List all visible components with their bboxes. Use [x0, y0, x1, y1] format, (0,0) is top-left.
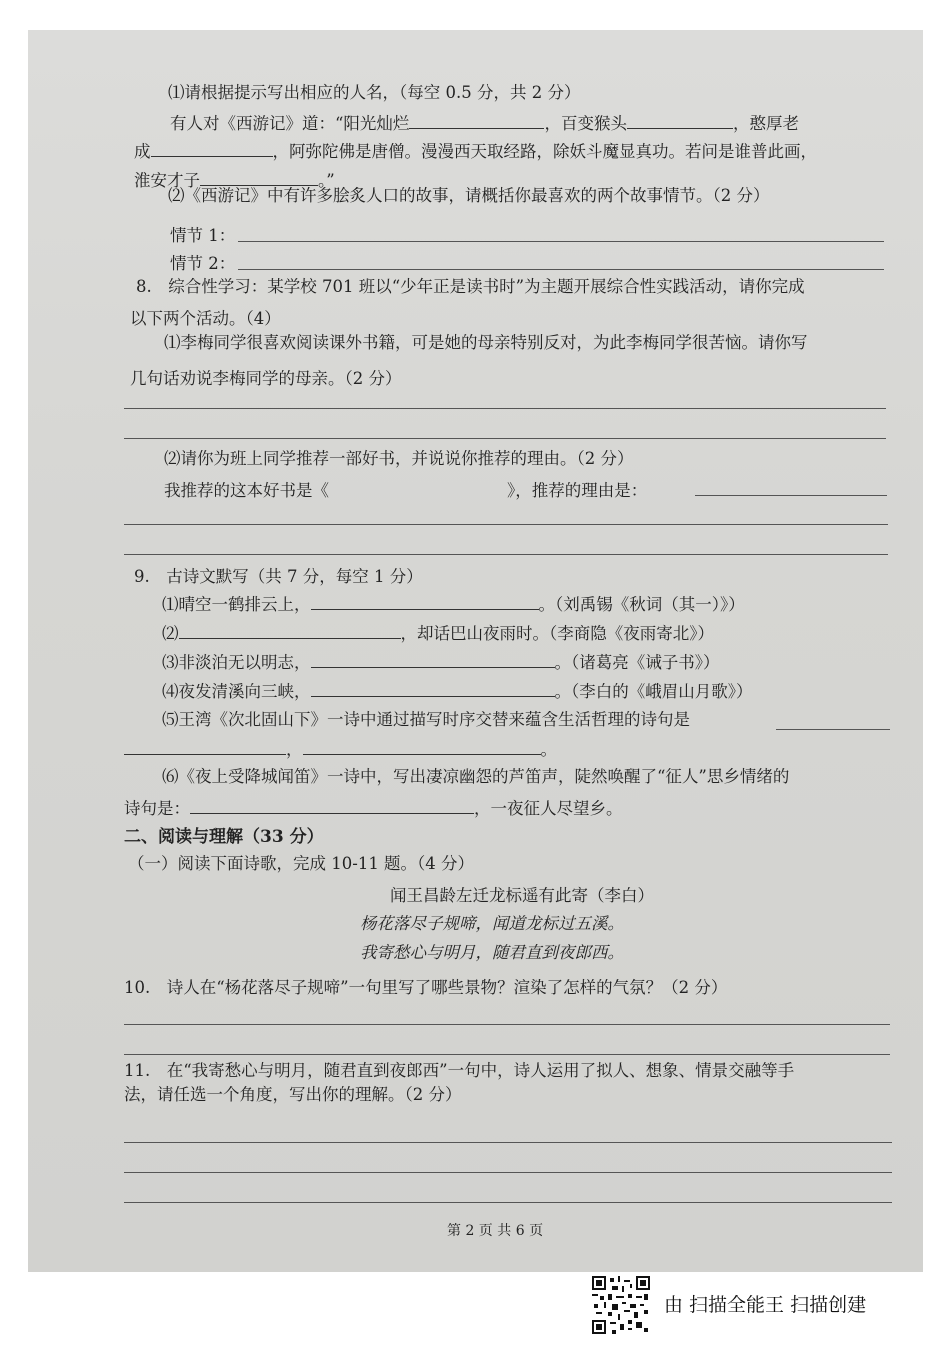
q10-text: 10. 诗人在“杨花落尽子规啼”一句里写了哪些景物？渲染了怎样的气氛？（2 分） — [124, 978, 728, 997]
answer-blank[interactable] — [311, 680, 555, 697]
answer-line[interactable] — [124, 1202, 892, 1203]
q8-part2: ⑵请你为班上同学推荐一部好书，并说说你推荐的理由。（2 分） — [164, 449, 634, 468]
q8-reason-label: 》，推荐的理由是： — [507, 481, 648, 500]
q9-l6-tail: ，一夜征人尽望乡。 — [474, 799, 623, 818]
answer-blank[interactable] — [124, 738, 286, 755]
q9-title: 9. 古诗文默写（共 7 分，每空 1 分） — [134, 567, 423, 586]
q7-part1-instruction: ⑴请根据提示写出相应的人名，（每空 0.5 分，共 2 分） — [168, 83, 581, 102]
answer-blank[interactable] — [627, 112, 733, 129]
q9-l5-comma: ， — [286, 740, 303, 759]
answer-line[interactable] — [124, 1024, 890, 1025]
book-title-blank[interactable] — [329, 480, 507, 496]
q9-l2-text: ⑵ — [162, 624, 179, 643]
answer-blank[interactable] — [179, 622, 401, 639]
answer-blank[interactable] — [190, 797, 474, 814]
answer-blank[interactable] — [303, 738, 541, 755]
q9-l2-source: ，却话巴山夜雨时。（李商隐《夜雨寄北》） — [400, 624, 714, 643]
plot1-label: 情节 1： — [170, 226, 236, 245]
q7-part2-instruction: ⑵《西游记》中有许多脍炙人口的故事，请概括你最喜欢的两个故事情节。（2 分） — [168, 186, 770, 205]
answer-line[interactable] — [124, 408, 886, 409]
q9-line6-cont — [124, 797, 623, 820]
q8-part1-cont: 几句话劝说李梅同学的母亲。（2 分） — [130, 369, 402, 388]
q7-text-g: 。” — [318, 171, 335, 190]
q7-text-b: ，百变猴头 — [544, 114, 627, 133]
q8-book-line — [164, 480, 647, 502]
answer-blank[interactable] — [409, 112, 544, 129]
answer-line[interactable] — [124, 524, 888, 525]
q7-text-d: 成 — [134, 142, 151, 161]
q7-line2 — [134, 140, 817, 163]
q11-text: 11. 在“我寄愁心与明月，随君直到夜郎西”一句中，诗人运用了拟人、想象、情景交融等手 — [124, 1061, 795, 1080]
section2-intro: （一）阅读下面诗歌，完成 10-11 题。（4 分） — [128, 854, 475, 873]
answer-blank[interactable] — [200, 169, 318, 186]
plot2-label: 情节 2： — [170, 254, 236, 273]
q7-text-c: ，憨厚老 — [732, 114, 799, 133]
page-number: 第 2 页 共 6 页 — [447, 1223, 544, 1239]
qr-code-icon — [592, 1276, 650, 1334]
answer-line[interactable] — [124, 1172, 892, 1173]
answer-line[interactable] — [124, 554, 888, 555]
q9-line2 — [162, 622, 714, 645]
q8-title: 8. 综合性学习：某学校 701 班以“少年正是读书时”为主题开展综合性实践活动，请你完成 — [136, 277, 805, 296]
q8-book-prefix: 我推荐的这本好书是《 — [164, 481, 329, 500]
q9-line4 — [162, 680, 753, 703]
q9-line1 — [162, 593, 745, 616]
scanner-watermark: 由 扫描全能王 扫描创建 — [664, 1294, 867, 1316]
answer-line[interactable] — [776, 729, 890, 730]
poem-line1: 杨花落尽子规啼，闻道龙标过五溪。 — [360, 914, 624, 933]
q9-l3-text: ⑶非淡泊无以明志， — [162, 653, 311, 672]
q9-line5: ⑸王湾《次北固山下》一诗中通过描写时序交替来蕴含生活哲理的诗句是 — [162, 710, 690, 729]
q8-title-cont: 以下两个活动。（4） — [130, 309, 281, 328]
q9-l4-text: ⑷夜发清溪向三峡， — [162, 682, 311, 701]
q11-text-cont: 法，请任选一个角度，写出你的理解。（2 分） — [124, 1085, 462, 1104]
q9-line6: ⑹《夜上受降城闻笛》一诗中，写出凄凉幽怨的芦笛声，陡然唤醒了“征人”思乡情绪的 — [162, 767, 790, 786]
q7-text-f: 淮安才子 — [134, 171, 200, 190]
q9-l5-period: 。 — [540, 740, 557, 759]
answer-blank[interactable] — [311, 651, 555, 668]
answer-blank[interactable] — [151, 140, 273, 157]
q9-l1-text: ⑴晴空一鹤排云上， — [162, 595, 311, 614]
poem-title: 闻王昌龄左迁龙标遥有此寄（李白） — [390, 886, 654, 905]
poem-line2: 我寄愁心与明月，随君直到夜郎西。 — [360, 943, 624, 962]
q7-text-e: ，阿弥陀佛是唐僧。漫漫西天取经路，除妖斗魔显真功。若问是谁普此画， — [272, 142, 817, 161]
answer-line[interactable] — [124, 1054, 890, 1055]
q7-line1 — [170, 112, 799, 135]
q7-text-a: 有人对《西游记》道：“阳光灿烂 — [170, 114, 410, 133]
q9-line5-cont — [124, 738, 557, 761]
answer-blank[interactable] — [311, 593, 539, 610]
q9-l1-source: 。（刘禹锡《秋词（其一）》） — [538, 595, 745, 614]
answer-line[interactable] — [238, 269, 884, 270]
q9-l4-source: 。（李白的《峨眉山月歌》） — [554, 682, 753, 701]
section2-title: 二、阅读与理解（33 分） — [124, 827, 324, 847]
q9-l6-label: 诗句是： — [124, 799, 190, 818]
q9-l3-source: 。（诸葛亮《诫子书》） — [554, 653, 720, 672]
q9-line3 — [162, 651, 720, 674]
answer-line[interactable] — [124, 438, 886, 439]
answer-line[interactable] — [238, 241, 884, 242]
answer-line[interactable] — [695, 495, 887, 496]
q8-part1: ⑴李梅同学很喜欢阅读课外书籍，可是她的母亲特别反对，为此李梅同学很苦恼。请你写 — [164, 333, 808, 352]
answer-line[interactable] — [124, 1142, 892, 1143]
